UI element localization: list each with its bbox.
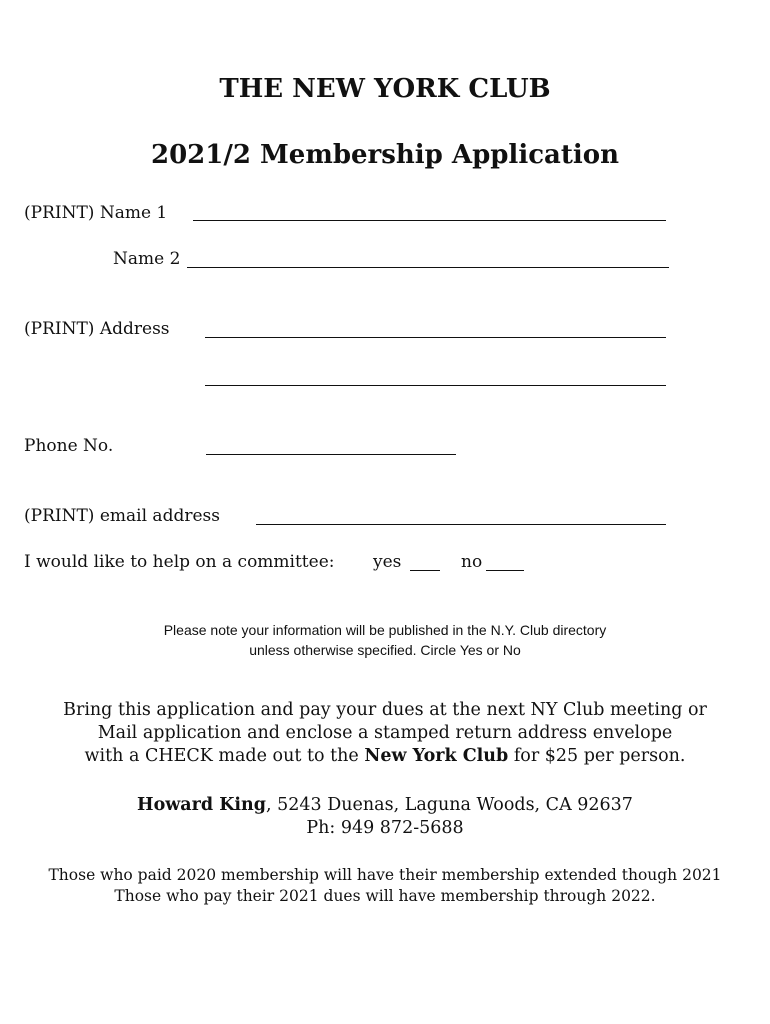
contact-name: Howard King: [137, 795, 267, 815]
instructions-line3-suffix: for $25 per person.: [513, 746, 686, 766]
name1-field[interactable]: [193, 220, 666, 221]
instructions-line3: [0, 745, 770, 768]
phone-field[interactable]: [206, 454, 456, 455]
directory-notice-line1: Please note your information will be published in the N.Y. Club directory: [163, 622, 607, 638]
committee-yes-label: yes: [373, 552, 402, 572]
phone-label: Phone No.: [24, 436, 114, 456]
committee-label: I would like to help on a committee:: [24, 552, 335, 572]
form-title: 2021/2 Membership Application: [151, 140, 619, 170]
name1-label: (PRINT) Name 1: [24, 203, 168, 223]
email-label: (PRINT) email address: [24, 506, 220, 526]
instructions-line2: Mail application and enclose a stamped return address envelope: [97, 723, 673, 743]
contact-phone: Ph: 949 872-5688: [306, 818, 464, 838]
committee-yes-field[interactable]: [410, 570, 440, 571]
instructions-line3-prefix: with a CHECK made out to the: [84, 746, 359, 766]
email-field[interactable]: [256, 524, 666, 525]
address-field-line1[interactable]: [205, 337, 666, 338]
address-label: (PRINT) Address: [24, 319, 170, 339]
club-name: THE NEW YORK CLUB: [219, 74, 551, 104]
name2-field[interactable]: [187, 267, 669, 268]
membership-note-line1: Those who paid 2020 membership will have their membership extended though 2021: [48, 866, 722, 884]
committee-no-label: no: [461, 552, 483, 572]
directory-notice-line2: unless otherwise specified. Circle Yes or No: [249, 642, 521, 658]
contact-address-line: [0, 794, 770, 817]
instructions-line1: Bring this application and pay your dues at the next NY Club meeting or: [63, 700, 707, 720]
committee-no-field[interactable]: [486, 570, 524, 571]
club-name-bold: New York Club: [364, 746, 509, 766]
name2-label: Name 2: [113, 249, 181, 269]
contact-address: , 5243 Duenas, Laguna Woods, CA 92637: [266, 795, 633, 815]
address-field-line2[interactable]: [205, 385, 666, 386]
membership-note-line2: Those who pay their 2021 dues will have membership through 2022.: [114, 887, 656, 905]
